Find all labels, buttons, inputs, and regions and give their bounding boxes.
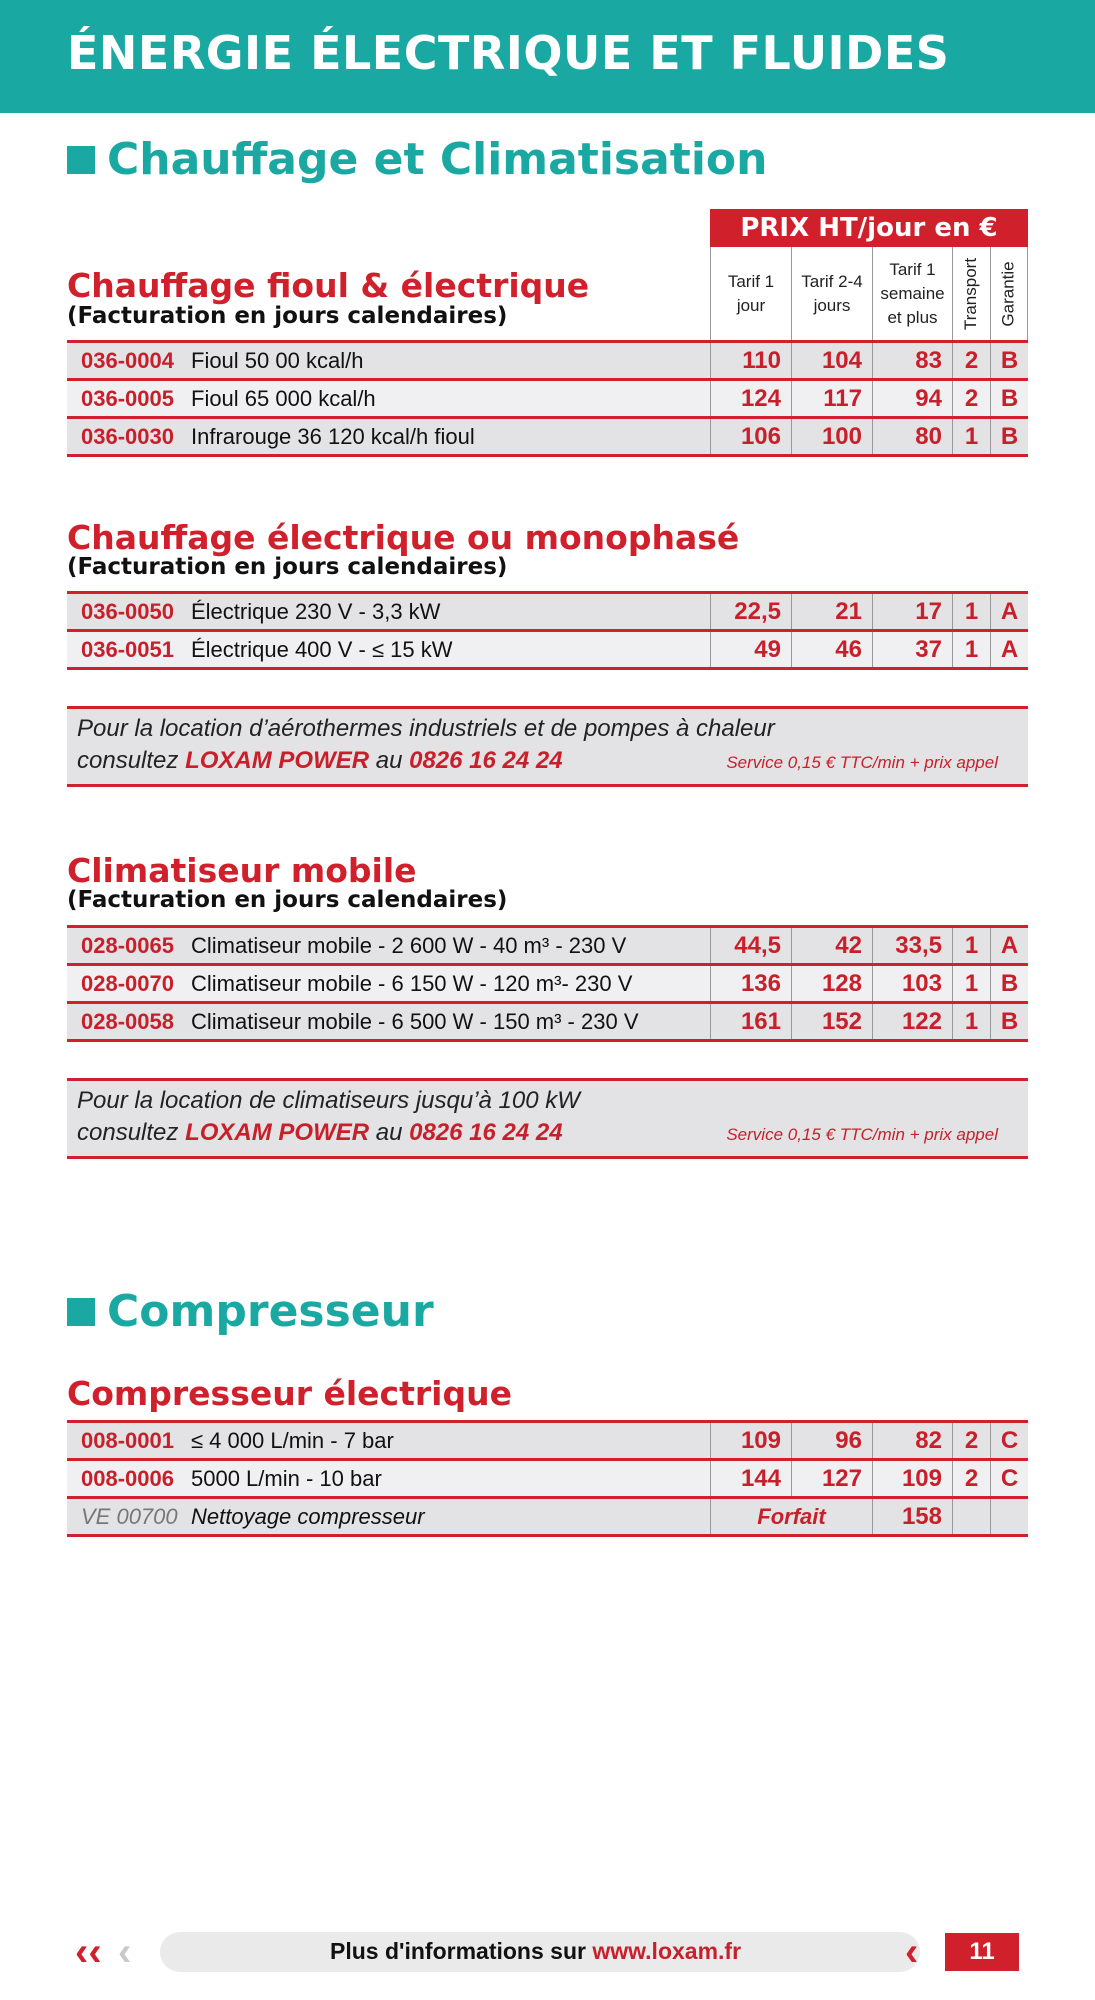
transport: 1: [952, 928, 990, 963]
product-desc: Électrique 230 V - 3,3 kW: [191, 599, 441, 624]
transport: 2: [952, 381, 990, 416]
product-code: 008-0006: [81, 1466, 174, 1491]
price-1-day: 109: [710, 1423, 791, 1458]
info-text: au: [369, 747, 410, 774]
price-week: 109: [872, 1461, 952, 1496]
page-number: 11: [945, 1933, 1019, 1971]
product-code: 036-0004: [81, 348, 174, 373]
product-code: 028-0070: [81, 971, 174, 996]
table-row: [67, 1423, 1028, 1461]
group-title: Compresseur électrique: [67, 1374, 512, 1413]
table-chauffage-electrique: [67, 591, 1028, 670]
transport: 1: [952, 632, 990, 667]
product-code: 036-0051: [81, 637, 174, 662]
price-week: 80: [872, 419, 952, 454]
website-link[interactable]: www.loxam.fr: [592, 1938, 742, 1964]
product-code: 028-0058: [81, 1009, 174, 1034]
product-desc: ≤ 4 000 L/min - 7 bar: [191, 1428, 394, 1453]
product-code: 008-0001: [81, 1428, 174, 1453]
info-contact-line: [77, 747, 563, 775]
table-row: [67, 594, 1028, 632]
price-week: 82: [872, 1423, 952, 1458]
price-1-day: 22,5: [710, 594, 791, 629]
price-2-4-days: 117: [791, 381, 872, 416]
info-box-climatiseurs: [67, 1078, 1028, 1159]
transport: 2: [952, 1461, 990, 1496]
garantie: C: [990, 1461, 1028, 1496]
col-tarif-semaine: Tarif 1 semaine et plus: [872, 247, 952, 340]
info-text: au: [369, 1119, 410, 1146]
price-week: 122: [872, 1004, 952, 1039]
product-desc: Climatiseur mobile - 2 600 W - 40 m³ - 230 V: [191, 933, 627, 958]
product-desc: Fioul 50 00 kcal/h: [191, 348, 364, 373]
service-note: Service 0,15 € TTC/min + prix appel: [726, 1125, 998, 1144]
info-line: Pour la location d’aérothermes industriels et de pompes à chaleur: [77, 715, 775, 742]
price-1-day: 49: [710, 632, 791, 667]
info-contact-line: [77, 1119, 563, 1147]
transport: 1: [952, 419, 990, 454]
footer: [0, 1928, 1095, 1978]
garantie: A: [990, 594, 1028, 629]
group-note: (Facturation en jours calendaires): [67, 554, 508, 580]
section-title: Chauffage et Climatisation: [107, 134, 768, 185]
loxam-power-brand: LOXAM POWER: [185, 747, 370, 774]
table-chauffage-fioul: [67, 340, 1028, 457]
price-week: 83: [872, 343, 952, 378]
price-week: 33,5: [872, 928, 952, 963]
price-2-4-days: 100: [791, 419, 872, 454]
group-note: (Facturation en jours calendaires): [67, 303, 508, 329]
product-desc: Électrique 400 V - ≤ 15 kW: [191, 637, 453, 662]
section-title: Compresseur: [107, 1286, 434, 1337]
table-row: [67, 1004, 1028, 1042]
garantie: C: [990, 1423, 1028, 1458]
price-1-day: 136: [710, 966, 791, 1001]
garantie: B: [990, 343, 1028, 378]
product-code: 036-0050: [81, 599, 174, 624]
phone-number[interactable]: 0826 16 24 24: [409, 747, 563, 774]
garantie: B: [990, 381, 1028, 416]
table-row: [67, 1461, 1028, 1499]
top-banner: [0, 0, 1095, 113]
table-row: [67, 419, 1028, 457]
price-1-day: 144: [710, 1461, 791, 1496]
info-text: consultez: [77, 1119, 186, 1146]
loxam-power-brand: LOXAM POWER: [185, 1119, 370, 1146]
price-2-4-days: 46: [791, 632, 872, 667]
footer-text: [330, 1938, 741, 1965]
group-title: Chauffage fioul & électrique: [67, 266, 590, 305]
garantie: B: [990, 419, 1028, 454]
price-2-4-days: 128: [791, 966, 872, 1001]
garantie: [990, 1499, 1028, 1534]
table-row: [67, 966, 1028, 1004]
transport: 2: [952, 343, 990, 378]
table-row: [67, 343, 1028, 381]
price-week: 94: [872, 381, 952, 416]
service-note: Service 0,15 € TTC/min + prix appel: [726, 753, 998, 772]
info-text: consultez: [77, 747, 186, 774]
group-note: (Facturation en jours calendaires): [67, 887, 508, 913]
garantie: A: [990, 632, 1028, 667]
table-row: [67, 632, 1028, 670]
chevron-left-icon: ‹: [118, 1930, 132, 1974]
group-title: Climatiseur mobile: [67, 851, 417, 890]
section-chauffage-climatisation: [67, 134, 767, 185]
price-2-4-days: 127: [791, 1461, 872, 1496]
product-desc: Infrarouge 36 120 kcal/h fioul: [191, 424, 475, 449]
product-code: 036-0005: [81, 386, 174, 411]
garantie: B: [990, 966, 1028, 1001]
price-1-day: 106: [710, 419, 791, 454]
product-desc: Nettoyage compresseur: [191, 1504, 425, 1529]
chevron-left-icon: ‹‹: [75, 1930, 102, 1974]
product-desc: Fioul 65 000 kcal/h: [191, 386, 376, 411]
price-2-4-days: 42: [791, 928, 872, 963]
section-compresseur: [67, 1286, 434, 1337]
garantie: B: [990, 1004, 1028, 1039]
price-week: 103: [872, 966, 952, 1001]
table-compresseur: [67, 1420, 1028, 1537]
forfait-label: Forfait: [710, 1499, 872, 1534]
product-desc: Climatiseur mobile - 6 500 W - 150 m³ - 230 V: [191, 1009, 639, 1034]
table-row: [67, 381, 1028, 419]
price-1-day: 124: [710, 381, 791, 416]
phone-number[interactable]: 0826 16 24 24: [409, 1119, 563, 1146]
product-code: VE 00700: [81, 1504, 178, 1529]
col-garantie: Garantie: [990, 247, 1028, 340]
chevron-left-icon: ‹: [905, 1930, 919, 1974]
info-line: Pour la location de climatiseurs jusqu’à 100 kW: [77, 1087, 580, 1114]
price-header: PRIX HT/jour en €: [710, 209, 1028, 247]
price-1-day: 44,5: [710, 928, 791, 963]
col-tarif-2-4-jours: Tarif 2-4 jours: [791, 247, 872, 340]
price-2-4-days: 96: [791, 1423, 872, 1458]
product-code: 036-0030: [81, 424, 174, 449]
price-1-day: 110: [710, 343, 791, 378]
group-title: Chauffage électrique ou monophasé: [67, 518, 740, 557]
transport: 1: [952, 1004, 990, 1039]
table-row: [67, 928, 1028, 966]
price-week: 17: [872, 594, 952, 629]
product-code: 028-0065: [81, 933, 174, 958]
price-week: 37: [872, 632, 952, 667]
transport: 1: [952, 594, 990, 629]
product-desc: Climatiseur mobile - 6 150 W - 120 m³- 230 V: [191, 971, 633, 996]
price-2-4-days: 104: [791, 343, 872, 378]
transport: [952, 1499, 990, 1534]
transport: 1: [952, 966, 990, 1001]
garantie: A: [990, 928, 1028, 963]
price-2-4-days: 152: [791, 1004, 872, 1039]
price-week: 158: [872, 1499, 952, 1534]
table-climatiseur: [67, 925, 1028, 1042]
table-row: [67, 1499, 1028, 1537]
price-1-day: 161: [710, 1004, 791, 1039]
footer-label: Plus d'informations sur: [330, 1938, 593, 1964]
col-tarif-1-jour: Tarif 1 jour: [710, 247, 791, 340]
transport: 2: [952, 1423, 990, 1458]
price-2-4-days: 21: [791, 594, 872, 629]
section-square-icon: [67, 146, 95, 174]
banner-title: ÉNERGIE ÉLECTRIQUE ET FLUIDES: [67, 26, 950, 80]
section-square-icon: [67, 1298, 95, 1326]
info-box-aerothermes: [67, 706, 1028, 787]
product-desc: 5000 L/min - 10 bar: [191, 1466, 382, 1491]
col-transport: Transport: [952, 247, 990, 340]
